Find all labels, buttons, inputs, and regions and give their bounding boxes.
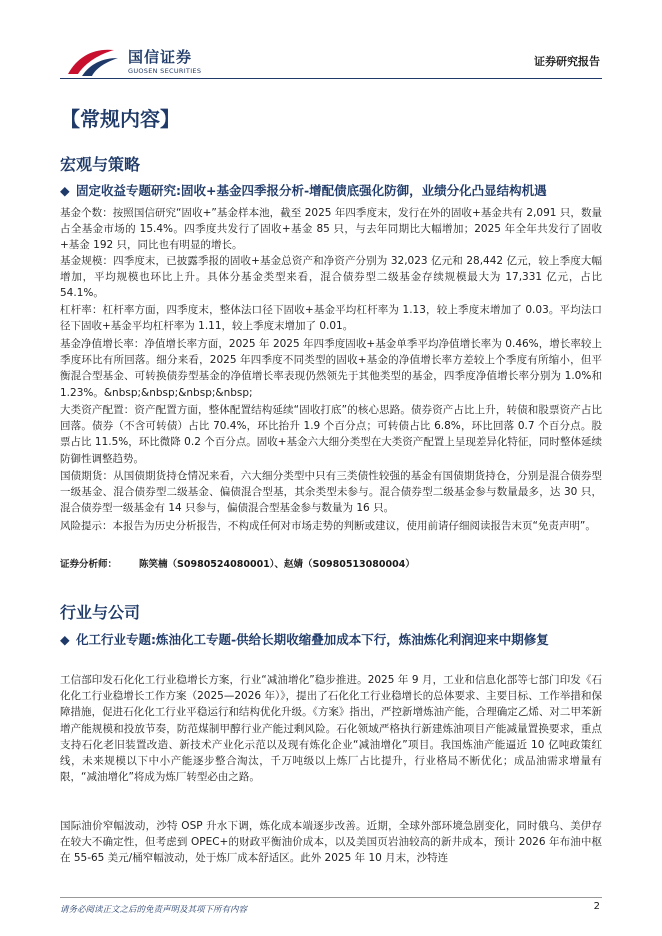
logo-text-en: GUOSEN SECURITIES bbox=[128, 67, 202, 75]
paragraph-risk-warning: 风险提示：本报告为历史分析报告，不构成任何对市场走势的判断或建议，使用前请仔细阅读报告末页“免责声明”。 bbox=[60, 520, 596, 532]
section-heading-industry: 行业与公司 bbox=[60, 603, 141, 622]
analyst-line bbox=[60, 556, 437, 570]
paragraph-refining-policy: 工信部印发石化化工行业稳增长方案，行业“减油增化”稳步推进。2025 年 9 月，工业和信息化部等七部门印发《石化化工行业稳增长工作方案（2025—2026 年）》，提出了石化化工行业稳增长的总体要求、主要目标、工作举措和保障措施，促进石化化工行业平稳运行和结构优化升级。《方案》指出，严控新增炼油产能，合理确定乙烯、对二甲苯新增产能规模和投放节奏，防范煤制甲醇行业产能过剩风险。石化领域严格执行新建炼油项目产能减量置换要求，重点支持石化老旧装置改造、新技术产业化示范以及现有炼化企业“减油增化”项目。我国炼油产能逼近 10 亿吨政策红线，未来规模以下中小产能逐步整合淘汰，千万吨级以上炼厂占比提升，行业格局不断优化；成品油需求增量有限，“减油增化”将成为炼厂转型必由之路。 bbox=[60, 674, 602, 784]
analyst-names: 陈笑楠（S0980524080001）、赵婧（S0980513080004） bbox=[139, 559, 415, 570]
footer-divider bbox=[60, 897, 602, 898]
guosen-logo-icon bbox=[64, 44, 120, 78]
section-heading-macro: 宏观与策略 bbox=[60, 155, 141, 174]
paragraph-fund-count: 基金个数：按照国信研究“固收+”基金样本池，截至 2025 年四季度末，发行在外的固收+基金共有 2,091 只，数量占全基金市场的 15.4%。四季度共发行了固收+基金 85 只，与去年同期比大幅增加；2025 年全年共发行了固收+基金 192 只，同比也有明显的增长。 bbox=[60, 207, 602, 252]
paragraph-leverage: 杠杆率：杠杆率方面，四季度末，整体法口径下固收+基金平均杠杆率为 1.13，较上季度末增加了 0.03。平均法口径下固收+基金平均杠杆率为 1.11，较上季度末增加了 0.01。 bbox=[60, 304, 602, 333]
page-header bbox=[0, 0, 662, 82]
report-type-label: 证券研究报告 bbox=[534, 55, 600, 68]
article-title-text: 化工行业专题:炼油化工专题-供给长期收缩叠加成本下行，炼油炼化利润迎来中期修复 bbox=[76, 632, 549, 647]
paragraph-oil-price: 国际油价窄幅波动，沙特 OSP 升水下调，炼化成本端逐步改善。近期，全球外部环境急剧变化，同时俄乌、美伊存在较大不确定性，但考虑到 OPEC+的财政平衡油价成本，以及美国页岩油较高的新井成本，预计 2026 年布油中枢在 55-65 美元/桶窄幅波动，处于炼厂成本舒适区。此外 2025 年 10 月末，沙特连 bbox=[60, 820, 602, 865]
page-number: 2 bbox=[593, 901, 600, 912]
diamond-bullet-icon: ◆ bbox=[60, 632, 70, 647]
disclaimer-note: 请务必阅读正文之后的免责声明及其项下所有内容 bbox=[60, 905, 248, 915]
header-divider bbox=[60, 78, 602, 79]
paragraph-treasury-futures: 国债期货：从国债期货持仓情况来看，六大细分类型中只有三类债性较强的基金有国债期货持仓，分别是混合债券型一级基金、混合债券型二级基金、偏债混合型基，其余类型未参与。混合债券型二级基金参与数量最多，达 30 只，混合债券型一级基金有 14 只参与，偏债混合型基金参与数量为 16 只。 bbox=[60, 470, 602, 515]
paragraph-asset-allocation: 大类资产配置：资产配置方面，整体配置结构延续“固收打底”的核心思路。债券资产占比上升，转债和股票资产占比回落。债券（不含可转债）占比 70.4%，环比抬升 1.9 个百分点；可转债占比 6.8%，环比回落 0.7 个百分点。股票占比 11.5%，环比微降 0.2 个百分点。固收+基金六大细分类型在大类资产配置上呈现差异化特征，同时整体延续防御性调整趋势。 bbox=[60, 404, 602, 465]
paragraph-fund-size: 基金规模：四季度末，已披露季报的固收+基金总资产和净资产分别为 32,023 亿元和 28,442 亿元，较上季度大幅增加，平均规模也环比上升。具体分基金类型来看，混合债券型二级基金存续规模最大为 17,331 亿元，占比 54.1%。 bbox=[60, 255, 602, 300]
diamond-bullet-icon: ◆ bbox=[60, 183, 70, 198]
section-title: 【常规内容】 bbox=[60, 107, 180, 131]
analyst-label: 证券分析师： bbox=[60, 559, 118, 570]
article-title-text: 固定收益专题研究:固收+基金四季报分析-增配债底强化防御，业绩分化凸显结构机遇 bbox=[76, 183, 547, 198]
article-title-fixed-income bbox=[60, 181, 602, 201]
article-title-chemical bbox=[60, 630, 602, 650]
paragraph-nav-growth: 基金净值增长率：净值增长率方面，2025 年 2025 年四季度固收+基金单季平均净值增长率为 0.46%，增长率较上季度环比有所回落。细分来看，2025 年四季度不同类型的固收+基金的净值增长率方差较上个季度有所缩小，但平衡混合型基金、可转换债券型基金的净值增长率表现仍然领先于其他类型的基金，四季度净值增长率分别为 1.0%和 1.23%。&nbsp;&nbsp;&nbsp;&nbsp; bbox=[60, 338, 602, 399]
logo-text-cn: 国信证券 bbox=[128, 48, 193, 66]
